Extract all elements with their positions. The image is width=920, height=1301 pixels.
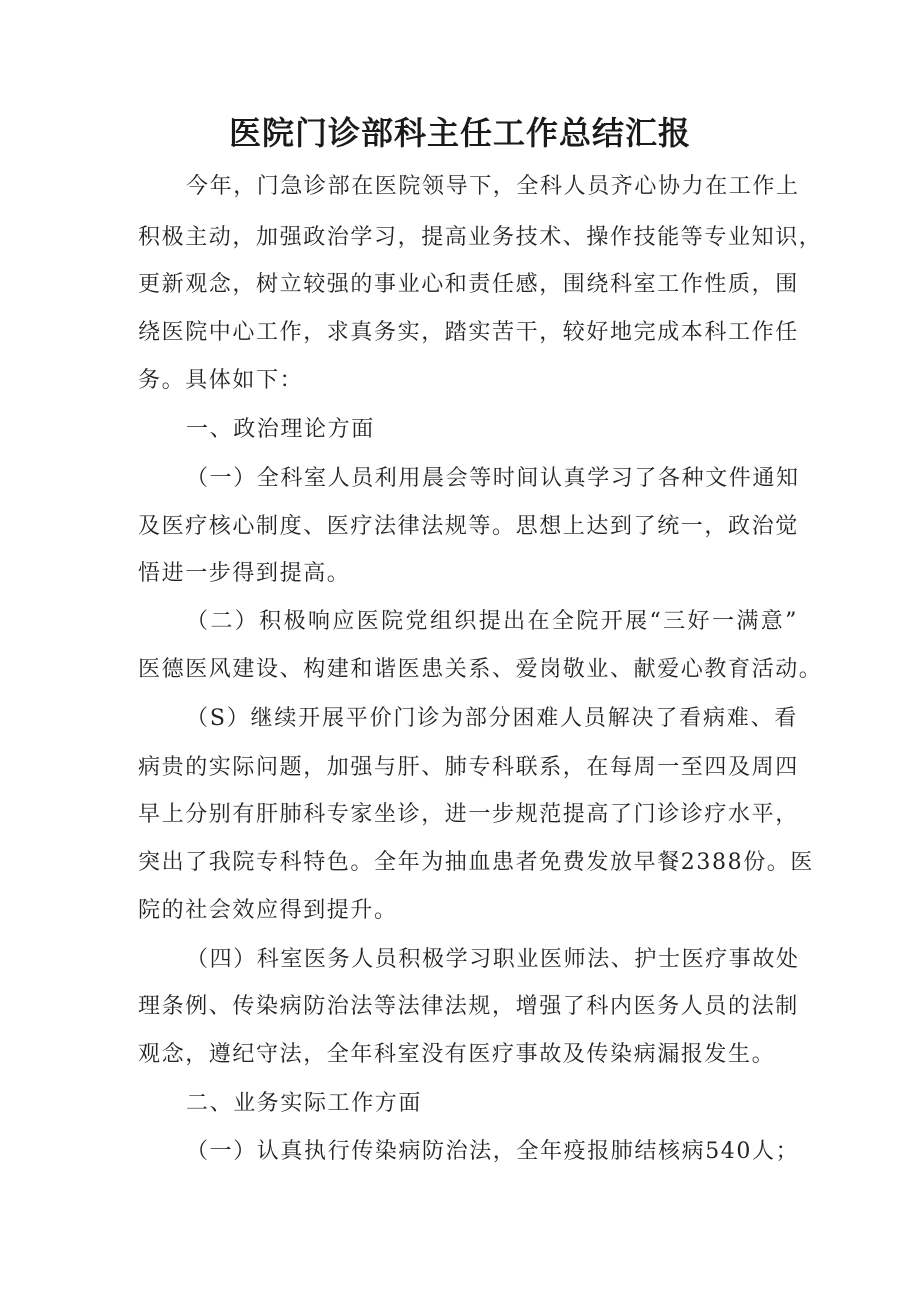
paragraph-line: 医德医风建设、构建和谐医患关系、爱岗敬业、献爱心教育活动。: [138, 657, 823, 682]
section-heading: 二、业务实际工作方面: [186, 1091, 423, 1116]
paragraph-line: （二）积极响应医院党组织提出在全院开展“三好一满意”: [186, 609, 798, 634]
paragraph-line: （一）全科室人员利用晨会等时间认真学习了各种文件通知: [186, 466, 800, 491]
paragraph-line: 务。具体如下：: [138, 368, 304, 393]
paragraph-line: 积极主动，加强政治学习，提高业务技术、操作技能等专业知识，: [138, 225, 823, 250]
paragraph-line: 观念，遵纪守法，全年科室没有医疗事故及传染病漏报发生。: [138, 1042, 776, 1067]
paragraph-line: 突出了我院专科特色。全年为抽血患者免费发放早餐2388份。医: [138, 850, 814, 875]
paragraph-line: （S）继续开展平价门诊为部分困难人员解决了看病难、看: [186, 706, 798, 731]
paragraph-line: 理条例、传染病防治法等法律法规，增强了科内医务人员的法制: [138, 994, 799, 1019]
paragraph-line: 早上分别有肝肺科专家坐诊，进一步规范提高了门诊诊疗水平，: [138, 802, 799, 827]
paragraph-line: 悟进一步得到提高。: [138, 561, 351, 586]
paragraph-line: 更新观念，树立较强的事业心和责任感，围绕科室工作性质，围: [138, 272, 799, 297]
paragraph-line: 绕医院中心工作，求真务实，踏实苦干，较好地完成本科工作任: [138, 320, 799, 345]
paragraph-line: 院的社会效应得到提升。: [138, 898, 398, 923]
paragraph-line: （四）科室医务人员积极学习职业医师法、护士医疗事故处: [186, 947, 800, 972]
paragraph-line: 及医疗核心制度、医疗法律法规等。思想上达到了统一，政治觉: [138, 514, 799, 539]
document-title: 医院门诊部科主任工作总结汇报: [228, 114, 691, 152]
paragraph-line: 今年，门急诊部在医院领导下，全科人员齐心协力在工作上: [186, 174, 800, 199]
paragraph-line: （一）认真执行传染病防治法，全年疫报肺结核病540人；: [186, 1139, 800, 1164]
paragraph-line: 病贵的实际问题，加强与肝、肺专科联系，在每周一至四及周四: [138, 755, 799, 780]
section-heading: 一、政治理论方面: [186, 417, 375, 442]
